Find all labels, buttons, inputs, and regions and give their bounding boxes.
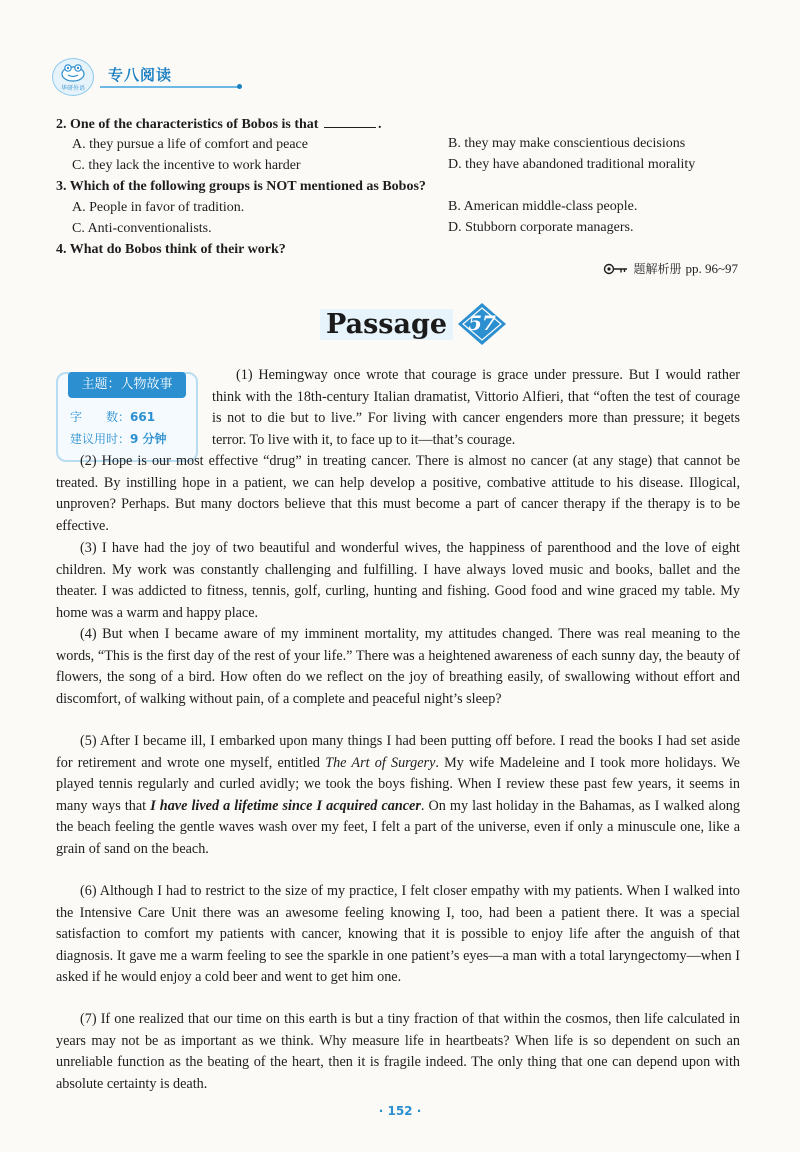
question-2 bbox=[56, 115, 381, 134]
word-count-line bbox=[70, 408, 155, 425]
answer-key-reference bbox=[603, 260, 738, 278]
key-icon bbox=[603, 263, 629, 275]
key-reference-pages: pp. 96~97 bbox=[685, 261, 738, 276]
question-2-option-d: D. they have abandoned traditional morality bbox=[448, 157, 696, 172]
question-2-stem: 2. One of the characteristics of Bobos is that bbox=[56, 117, 319, 132]
question-3-option-c: C. Anti-conventionalists. bbox=[72, 221, 212, 236]
question-4: 4. What do Bobos think of their work? bbox=[56, 242, 286, 257]
paragraph-5 bbox=[56, 731, 740, 861]
passage-topic: 主题：人物故事 bbox=[68, 372, 186, 398]
page-header bbox=[52, 58, 252, 94]
passage-heading bbox=[320, 302, 507, 346]
paragraph-7: (7) If one realized that our time on this earth is but a tiny fraction of that within the cosmos, then life calculated in years may not be as important as we think. Why measure life in heartbeats? When life is so dependent on such an unreliable function as the beating of the heart, then it is fragile indeed. The only thing that one can depend upon with absolute certainty is death. bbox=[56, 1011, 740, 1092]
word-count-value: 661 bbox=[130, 410, 156, 424]
publisher-logo bbox=[52, 58, 94, 96]
paragraph-4: (4) But when I became aware of my imminent mortality, my attitudes changed. There was real meaning to the words, “This is the first day of the rest of your life.” There was a heightened awareness of each sunny day, the beauty of flowers, the song of a bird. How often do we reflect on the joy of breathing easily, of swallowing without effort and discomfort, of walking without pain, of a complete and peaceful night’s sleep? bbox=[56, 626, 740, 707]
question-3-option-a: A. People in favor of tradition. bbox=[72, 200, 245, 215]
suggested-time-label: 建议用时： bbox=[70, 432, 131, 446]
paragraph-6: (6) Although I had to restrict to the size of my practice, I felt closer empathy with my patients. When I walked into the Intensive Care Unit there was an awesome feeling knowing I, too, had been a patient there. It was a special satisfaction to comfort my patients with cancer, knowing that it is possible to enjoy life after the anguish of that diagnosis. It gave me a warm feeling to see the sparkle in one patient’s eyes—a man with a total laryngectomy—when I asked if he would enjoy a cold beer and went to get him one. bbox=[56, 883, 740, 986]
paragraph-5-text-a: (5) After I became ill, I embarked upon many things I had been putting off before. I read the books I had set aside for retirement and wrote one myself, entitled bbox=[56, 733, 740, 771]
answer-blank bbox=[324, 115, 376, 128]
header-underline bbox=[100, 86, 238, 88]
key-reference-label: 题解析册 bbox=[633, 262, 682, 276]
passage-number: 57 bbox=[468, 311, 496, 335]
logo-text: 华研外语 bbox=[60, 85, 85, 92]
question-3-option-d: D. Stubborn corporate managers. bbox=[448, 220, 634, 235]
book-title: The Art of Surgery bbox=[325, 754, 436, 771]
question-3: 3. Which of the following groups is NOT mentioned as Bobos? bbox=[56, 179, 426, 194]
suggested-time-line bbox=[70, 430, 167, 447]
word-count-label: 字 数： bbox=[70, 410, 131, 424]
paragraph-1: (1) Hemingway once wrote that courage is grace under pressure. But I would rather think with the 18th-century Italian dramatist, Vittorio Alfieri, that “often the test of courage is not to die but to live.” For living with cancer engenders more than pressure; it begets terror. To live with it, to face up to it—that’s courage. bbox=[212, 367, 740, 448]
paragraph-2: (2) Hope is our most effective “drug” in treating cancer. There is almost no cancer (at any stage) that cannot be treated. By instilling hope in a patient, we can help develop a positive, combative attitude to his disease. Illogical, unproven? Perhaps. But many doctors believe that this must become a part of cancer therapy if the therapy is to be effective. bbox=[56, 453, 740, 534]
page-number: · 152 · bbox=[378, 1104, 422, 1118]
passage-word: Passage bbox=[320, 309, 453, 340]
paragraph-3: (3) I have had the joy of two beautiful and wonderful wives, the happiness of parenthood and the love of eight children. My work was constantly challenging and fulfilling. I have always loved music and books, ballet and the theater. I was addicted to fitness, tennis, golf, curling, hunting and fishing. Good food and wine graced my table. My home was a warm and happy place. bbox=[56, 540, 740, 621]
passage-number-badge bbox=[457, 302, 507, 346]
question-3-option-b: B. American middle-class people. bbox=[448, 199, 638, 214]
suggested-time-value: 9 分钟 bbox=[130, 432, 167, 446]
passage-info-box bbox=[56, 372, 198, 462]
question-2-option-a: A. they pursue a life of comfort and peace bbox=[72, 137, 308, 152]
frog-icon bbox=[59, 62, 87, 82]
section-title: 专八阅读 bbox=[108, 66, 173, 84]
paragraph-5-text-c: . On my last holiday in the Bahamas, as I walked along the beach feeling the gentle waves wash over my feet, I felt a part of the universe, even if only a minuscule one, like a grain of sand on the beach. bbox=[56, 797, 740, 857]
question-2-option-b: B. they may make conscientious decisions bbox=[448, 136, 686, 151]
question-2-option-c: C. they lack the incentive to work harder bbox=[72, 158, 301, 173]
emphasized-sentence: I have lived a lifetime since I acquired cancer bbox=[150, 797, 421, 814]
question-2-stem-end: . bbox=[377, 117, 382, 132]
paragraph-5-text-b: . My wife Madeleine and I took more holidays. We played tennis regularly and curled avidly; we took the boys fishing. When I review these past few years, it seems in many ways that bbox=[56, 754, 740, 814]
